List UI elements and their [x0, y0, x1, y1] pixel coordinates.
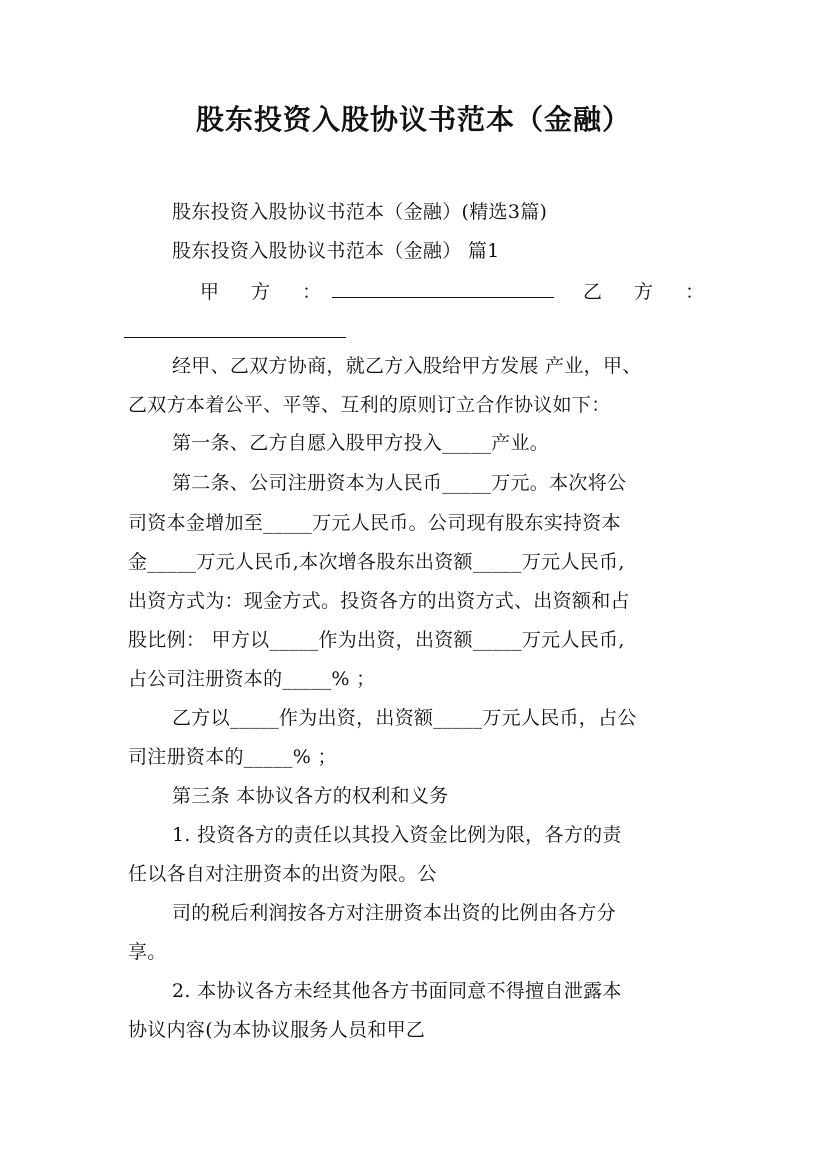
- party-a-label: 甲 方 ：: [200, 281, 322, 303]
- body-line: 出资方式为：现金方式。投资各方的出资方式、出资额和占: [128, 590, 630, 612]
- article-3: 第三条 本协议各方的权利和义务: [172, 785, 449, 807]
- body-line: 司资本金增加至_____万元人民币。公司现有股东实持资本: [128, 512, 621, 534]
- party-b-label: 乙 方 ：: [583, 281, 705, 303]
- body-line: 乙双方本着公平、平等、互利的原则订立合作协议如下：: [128, 394, 611, 416]
- clause-1: 1. 投资各方的责任以其投入资金比例为限，各方的责: [172, 824, 622, 846]
- body-line: 乙方以_____作为出资，出资额_____万元人民币，占公: [172, 707, 637, 729]
- body-line: 协议内容(为本协议服务人员和甲乙: [128, 1019, 426, 1041]
- body-line: 金_____万元人民币,本次增各股东出资额_____万元人民币,: [128, 551, 625, 573]
- document-subtitle: 股东投资入股协议书范本（金融）(精选3篇): [172, 201, 548, 223]
- party-b-signature-line: [124, 337, 346, 338]
- body-line: 占公司注册资本的_____% ；: [128, 668, 376, 690]
- body-line: 享。: [128, 941, 167, 963]
- clause-2: 2. 本协议各方未经其他各方书面同意不得擅自泄露本: [172, 980, 622, 1002]
- party-a-signature-line: [332, 297, 554, 298]
- body-line: 任以各自对注册资本的出资为限。公: [128, 863, 437, 885]
- article-2: 第二条、公司注册资本为人民币_____万元。本次将公: [172, 472, 627, 494]
- body-line: 股比例： 甲方以_____作为出资，出资额_____万元人民币,: [128, 629, 625, 651]
- body-line: 经甲、乙双方协商，就乙方入股给甲方发展 产业，甲、: [172, 355, 642, 377]
- article-1: 第一条、乙方自愿入股甲方投入_____产业。: [172, 432, 550, 454]
- body-line: 司注册资本的_____% ；: [128, 746, 337, 768]
- section-heading: 股东投资入股协议书范本（金融） 篇1: [172, 240, 500, 262]
- document-title: 股东投资入股协议书范本（金融）: [195, 103, 631, 136]
- body-line: 司的税后利润按各方对注册资本出资的比例由各方分: [172, 902, 616, 924]
